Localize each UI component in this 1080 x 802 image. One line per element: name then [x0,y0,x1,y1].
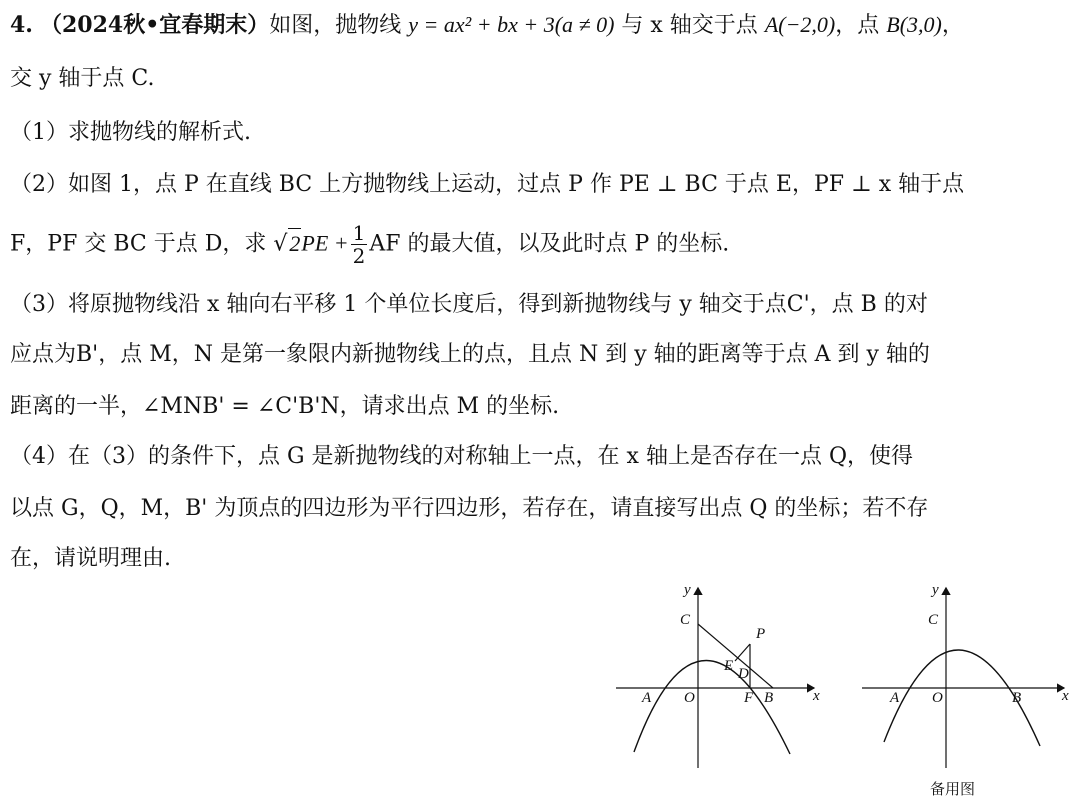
label-x: x [813,688,820,704]
stem-text-2: 与 x 轴交于点 [614,13,765,38]
label-y: y [684,582,691,598]
label-y: y [932,582,939,598]
label-f: F [744,690,754,706]
point-b-coord: B(3,0) [886,12,942,37]
label-a: A [890,690,900,706]
part-2-text-a: F，PF 交 BC 于点 D，求 [10,231,274,257]
part-2-pe: PE + [301,230,349,256]
fraction-denominator: 2 [352,244,366,268]
fraction-numerator: 1 [352,221,366,245]
label-a: A [642,690,652,706]
part-4-line-2: 以点 G，Q，M，B' 为顶点的四边形为平行四边形，若存在，请直接写出点 Q 的坐标；若不存 [10,496,929,521]
stem-line-1 [10,10,964,41]
problem-number: 4. [10,12,33,38]
part-2-text-b: AF 的最大值，以及此时点 P 的坐标. [369,231,730,257]
label-c: C [928,612,939,628]
part-4-line-3: 在，请说明理由. [10,546,171,571]
part-2-line-2 [10,222,729,267]
problem-source: （2024秋•宜春期末） [39,12,270,38]
label-b: B [764,690,774,706]
part-4-line-1: （4）在（3）的条件下，点 G 是新抛物线的对称轴上一点，在 x 轴上是否存在一点 Q，使得 [10,444,913,469]
part-3-line-2: 应点为B'，点 M，N 是第一象限内新抛物线上的点，且点 N 到 y 轴的距离等于点 A 到 y 轴的 [10,342,930,367]
stem-equation: y = ax² + bx + 3(a ≠ 0) [408,12,615,37]
fraction-one-half [351,222,368,267]
label-p: P [756,626,766,642]
label-x: x [1062,688,1069,704]
label-o: O [932,690,943,706]
sqrt-radicand: 2 [288,228,301,259]
part-2-line-1: （2）如图 1，点 P 在直线 BC 上方抛物线上运动，过点 P 作 PE ⊥ BC 于点 E，PF ⊥ x 轴于点 [10,172,965,197]
stem-line-2: 交 y 轴于点 C. [10,66,155,91]
line-pe [735,644,750,661]
part-3-line-3: 距离的一半，∠MNB' = ∠C'B'N，请求出点 M 的坐标. [10,394,560,419]
label-b: B [1012,690,1022,706]
figure-2 [856,578,1076,800]
sqrt-symbol: √ [273,231,288,257]
part-1: （1）求抛物线的解析式. [10,120,251,145]
stem-text-3: ，点 [835,13,887,38]
label-e: E [724,658,734,674]
figure-caption: 备用图 [930,780,976,798]
label-o: O [684,690,695,706]
stem-text-1: 如图，抛物线 [269,13,409,38]
point-a-coord: A(−2,0) [764,12,836,37]
label-c: C [680,612,691,628]
part-3-line-1: （3）将原抛物线沿 x 轴向右平移 1 个单位长度后，得到新抛物线与 y 轴交于点C'，点 B 的对 [10,292,928,317]
label-d: D [738,666,749,682]
stem-text-4: ， [941,13,964,38]
parabola-curve [634,660,790,754]
figure-1 [610,578,830,772]
